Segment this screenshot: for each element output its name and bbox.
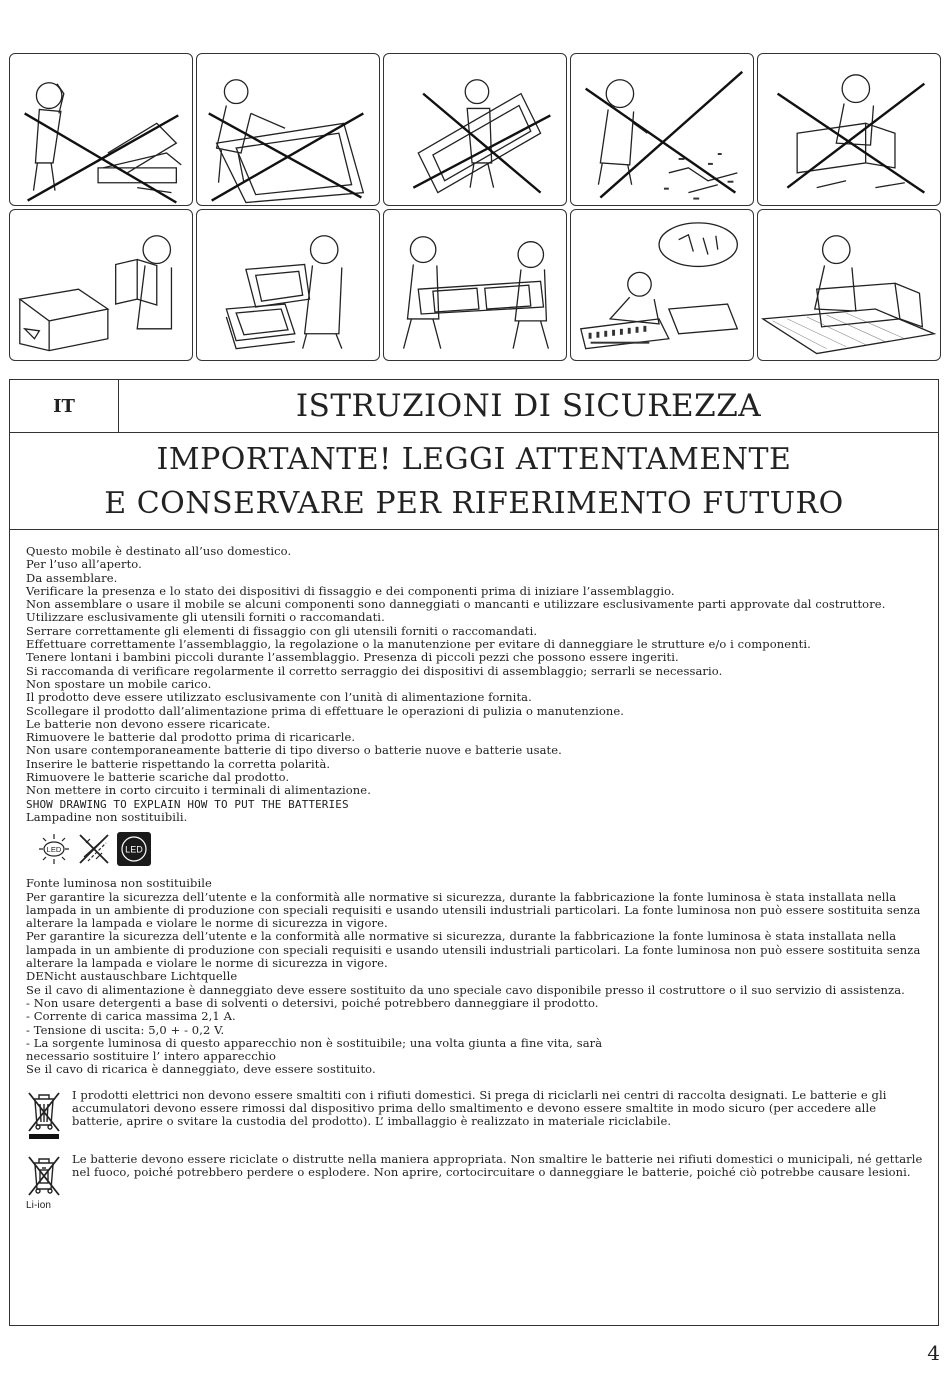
safety-instructions-panel xyxy=(9,379,939,1326)
liion-label: Li-ion xyxy=(26,1199,52,1211)
weee-text: I prodotti elettrici non devono essere smaltiti con i rifiuti domestici. Si prega di riciclarli nei centri di raccolta designati. Le batterie e gli accumulatori devono essere rimossi dal dispositivo prima dello smaltimento e devono essere smaltite in modo sicuro (per accedere alle batterie, aprire o svitare la custodia del prodotto). L’ imballaggio è realizzato in materiale riciclabile. xyxy=(72,1087,891,1129)
instruction-line: - La sorgente luminosa di questo apparecchio non è sostituibile; una volta giunta a fine vita, sarà xyxy=(26,1035,603,1050)
illustration-sorting-parts xyxy=(570,209,754,362)
lamp-note: Lampadine non sostituibili. xyxy=(26,809,188,824)
instruction-line: Si raccomanda di verificare regolarmente il corretto serraggio dei dispositivi di assemblaggio; serrarli se necessario. xyxy=(26,663,723,678)
crossed-bin-icon xyxy=(26,1089,70,1141)
no-replace-bulb-icon xyxy=(76,831,112,867)
led-badge-icon xyxy=(116,831,152,867)
illustration-alone-lifting xyxy=(196,53,380,206)
instruction-line: Per garantire la sicurezza dell’utente e la conformità alle normative si sicurezza, durante la fabbricazione la fonte luminosa è stata installata nella lampada in un ambiente di produzione con speciali requisiti e usando utensili industriali particolari. La fonte luminosa non può essere sostituita senza alterare la lampada e violare le norme di sicurezza in vigore. xyxy=(26,929,925,971)
instruction-line: Inserire le batterie rispettando la corretta polarità. xyxy=(26,756,331,771)
instruction-line: Verificare la presenza e lo stato dei dispositivi di fissaggio e dei componenti prima di iniziare l’assemblaggio. xyxy=(26,583,675,598)
instruction-line: - Tensione di uscita: 5,0 + - 0,2 V. xyxy=(26,1022,225,1037)
instruction-line: Non mettere in corto circuito i terminali di alimentazione. xyxy=(26,783,371,798)
instruction-lines xyxy=(26,545,926,824)
illustration-two-people-carry xyxy=(383,209,567,362)
instruction-line: Questo mobile è destinato all’uso domestico. xyxy=(26,544,292,558)
instruction-line: DENicht austauschbare Lichtquelle xyxy=(26,969,238,984)
illustration-assembly-no-mat xyxy=(757,53,941,206)
instruction-line: - Corrente di carica massima 2,1 A. xyxy=(26,1009,236,1024)
instruction-line: Le batterie non devono essere ricaricate. xyxy=(26,716,271,731)
battery-disposal-section xyxy=(26,1153,926,1212)
instruction-line: necessario sostituire l’ intero apparecchio xyxy=(26,1049,277,1064)
instruction-line: Rimuovere le batterie scariche dal prodotto. xyxy=(26,770,290,785)
led-sun-icon xyxy=(36,831,72,867)
instruction-line: Effettuare correttamente l’assemblaggio, la regolazione o la manutenzione per evitare di danneggiare le strutture e/o i componenti. xyxy=(26,637,811,652)
notice-line-2: E CONSERVARE PER RIFERIMENTO FUTURO xyxy=(104,486,844,521)
illustration-hammering-floor xyxy=(570,53,754,206)
instruction-line: Scollegare il prodotto dall’alimentazione prima di effettuare le operazioni di pulizia o manutenzione. xyxy=(26,703,625,718)
battery-disposal-text: Le batterie devono essere riciclate o distrutte nella maniera appropriata. Non smaltire le batterie nei rifiuti domestici o municipali, né gettarle nel fuoco, poiché potrebbero perdere o esplodere. Non aprire, cortocircuitare o danneggiare le batterie, poiché ciò potrebbe causare lesioni. xyxy=(72,1151,927,1179)
led-label: LED xyxy=(46,845,62,855)
instruction-line: Non usare contemporaneamente batterie di tipo diverso o batterie nuove e batterie usate. xyxy=(26,743,562,758)
instruction-line: Per l’uso all’aperto. xyxy=(26,557,142,572)
instruction-line: Se il cavo di ricarica è danneggiato, deve essere sostituito. xyxy=(26,1062,376,1077)
illustration-alone-carrying xyxy=(383,53,567,206)
battery-bin-group xyxy=(26,1153,70,1212)
instruction-line: Rimuovere le batterie dal prodotto prima di ricaricarle. xyxy=(26,730,356,745)
illustration-grid xyxy=(9,53,941,361)
instruction-line: Non spostare un mobile carico. xyxy=(26,676,212,691)
instruction-line: Se il cavo di alimentazione è danneggiato deve essere sostituito da uno speciale cavo disponibile presso il costruttore o il suo servizio di assistenza. xyxy=(26,982,905,997)
light-source-section xyxy=(26,877,926,1076)
instruction-line: - Non usare detergenti a base di solventi o detersivi, poiché potrebbero danneggiare il prodotto. xyxy=(26,995,599,1010)
illustration-assembly-on-mat xyxy=(757,209,941,362)
instruction-line: Fonte luminosa non sostituibile xyxy=(26,876,212,891)
crossed-battery-bin-icon xyxy=(26,1153,62,1197)
led-icons xyxy=(36,831,926,867)
instructions-body xyxy=(26,545,926,1212)
instruction-line: Serrare correttamente gli elementi di fissaggio con gli utensili forniti o raccomandati. xyxy=(26,623,538,638)
page-number: 4 xyxy=(927,1341,940,1365)
page-title: ISTRUZIONI DI SICUREZZA xyxy=(295,388,762,424)
illustration-alone-confused xyxy=(9,53,193,206)
illustration-checking-parts xyxy=(196,209,380,362)
instruction-line: Utilizzare esclusivamente gli utensili forniti o raccomandati. xyxy=(26,610,385,625)
instruction-line: Tenere lontani i bambini piccoli durante l’assemblaggio. Presenza di piccoli pezzi che possono essere ingeriti. xyxy=(26,650,679,665)
led-badge-label: LED xyxy=(125,844,143,855)
weee-section xyxy=(26,1089,926,1141)
illustration-reading-instructions xyxy=(9,209,193,362)
instruction-line: Per garantire la sicurezza dell’utente e la conformità alle normative si sicurezza, durante la fabbricazione la fonte luminosa è stata installata nella lampada in un ambiente di produzione con speciali requisiti e usando utensili industriali particolari. La fonte luminosa non può essere sostituita senza alterare la lampada e violare le norme di sicurezza in vigore. xyxy=(26,889,925,931)
notice-line-1: IMPORTANTE! LEGGI ATTENTAMENTE xyxy=(156,442,792,477)
header-row xyxy=(10,380,938,433)
language-code: IT xyxy=(10,380,119,432)
instruction-line: Il prodotto deve essere utilizzato esclusivamente con l’unità di alimentazione fornita. xyxy=(26,690,532,705)
instruction-line: Da assemblare. xyxy=(26,570,118,585)
instruction-line: Non assemblare o usare il mobile se alcuni componenti sono danneggiati o mancanti e utilizzare esclusivamente parti approvate dal costruttore. xyxy=(26,597,886,612)
battery-drawing-note: SHOW DRAWING TO EXPLAIN HOW TO PUT THE BATTERIES xyxy=(26,797,349,811)
important-notice xyxy=(10,432,938,530)
